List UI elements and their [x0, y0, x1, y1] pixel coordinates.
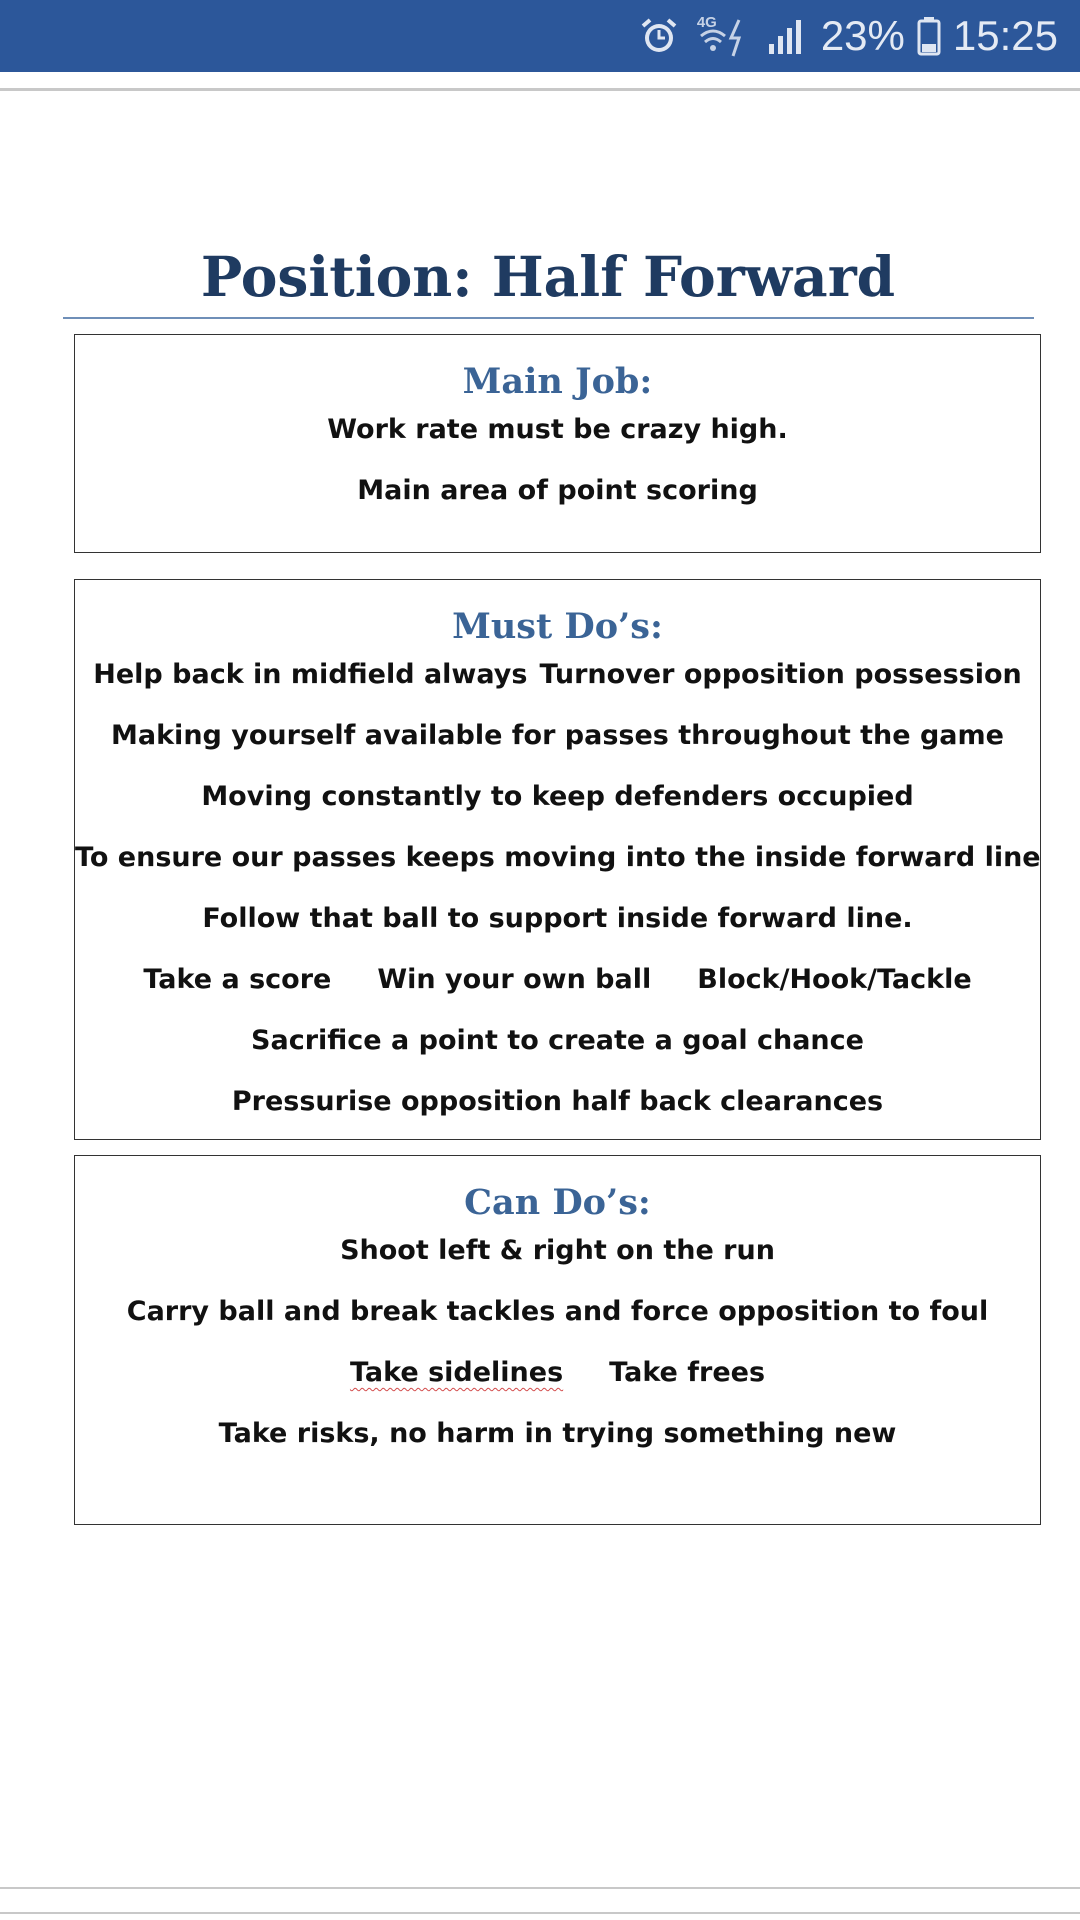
- must-do-line: Making yourself available for passes throughout the game: [111, 720, 1004, 751]
- main-job-heading: Main Job:: [462, 361, 653, 402]
- toolbar-divider: [0, 88, 1080, 91]
- must-do-item: Turnover opposition possession: [539, 659, 1022, 690]
- can-do-item: Take frees: [609, 1357, 766, 1388]
- can-do-line: Carry ball and break tackles and force opposition to foul: [126, 1296, 989, 1327]
- network-type-label: 4G: [696, 14, 717, 31]
- status-bar: [0, 0, 1080, 72]
- must-do-line: To ensure our passes keeps moving into the inside forward line: [75, 842, 1041, 873]
- main-job-line: Main area of point scoring: [357, 475, 758, 506]
- wifi-icon: [695, 14, 749, 58]
- must-do-item: Take a score: [143, 964, 332, 995]
- bottom-divider: [0, 1912, 1080, 1914]
- can-do-line: Take risks, no harm in trying something new: [218, 1418, 897, 1449]
- title-underline: [63, 317, 1034, 319]
- must-do-line: [75, 955, 1040, 1016]
- must-dos-heading: Must Do’s:: [452, 606, 663, 647]
- clock: 15:25: [952, 12, 1058, 59]
- must-do-line: Moving constantly to keep defenders occupied: [201, 781, 914, 812]
- main-job-box: [74, 334, 1041, 553]
- must-dos-box: [74, 579, 1041, 1140]
- page-title: Position: Half Forward: [200, 244, 896, 309]
- battery-icon: [917, 16, 941, 56]
- can-dos-heading: Can Do’s:: [464, 1182, 651, 1223]
- main-job-line: Work rate must be crazy high.: [327, 414, 788, 445]
- bottom-divider: [0, 1887, 1080, 1889]
- can-dos-box: [74, 1155, 1041, 1525]
- signal-icon: [765, 16, 805, 56]
- must-do-item: Block/Hook/Tackle: [697, 964, 972, 995]
- can-do-line: [75, 1348, 1040, 1409]
- must-do-line: Sacrifice a point to create a goal chance: [251, 1025, 864, 1056]
- must-do-item: Win your own ball: [377, 964, 652, 995]
- alarm-icon: [639, 16, 679, 56]
- must-do-line: Follow that ball to support inside forward line.: [202, 903, 913, 934]
- must-do-line: Pressurise opposition half back clearances: [231, 1086, 884, 1117]
- battery-percent: 23%: [820, 12, 905, 59]
- must-do-line: [75, 650, 1040, 711]
- can-do-item: Take sidelines: [349, 1357, 564, 1388]
- must-do-item: Help back in midfield always: [93, 659, 528, 690]
- can-do-line: Shoot left & right on the run: [340, 1235, 775, 1266]
